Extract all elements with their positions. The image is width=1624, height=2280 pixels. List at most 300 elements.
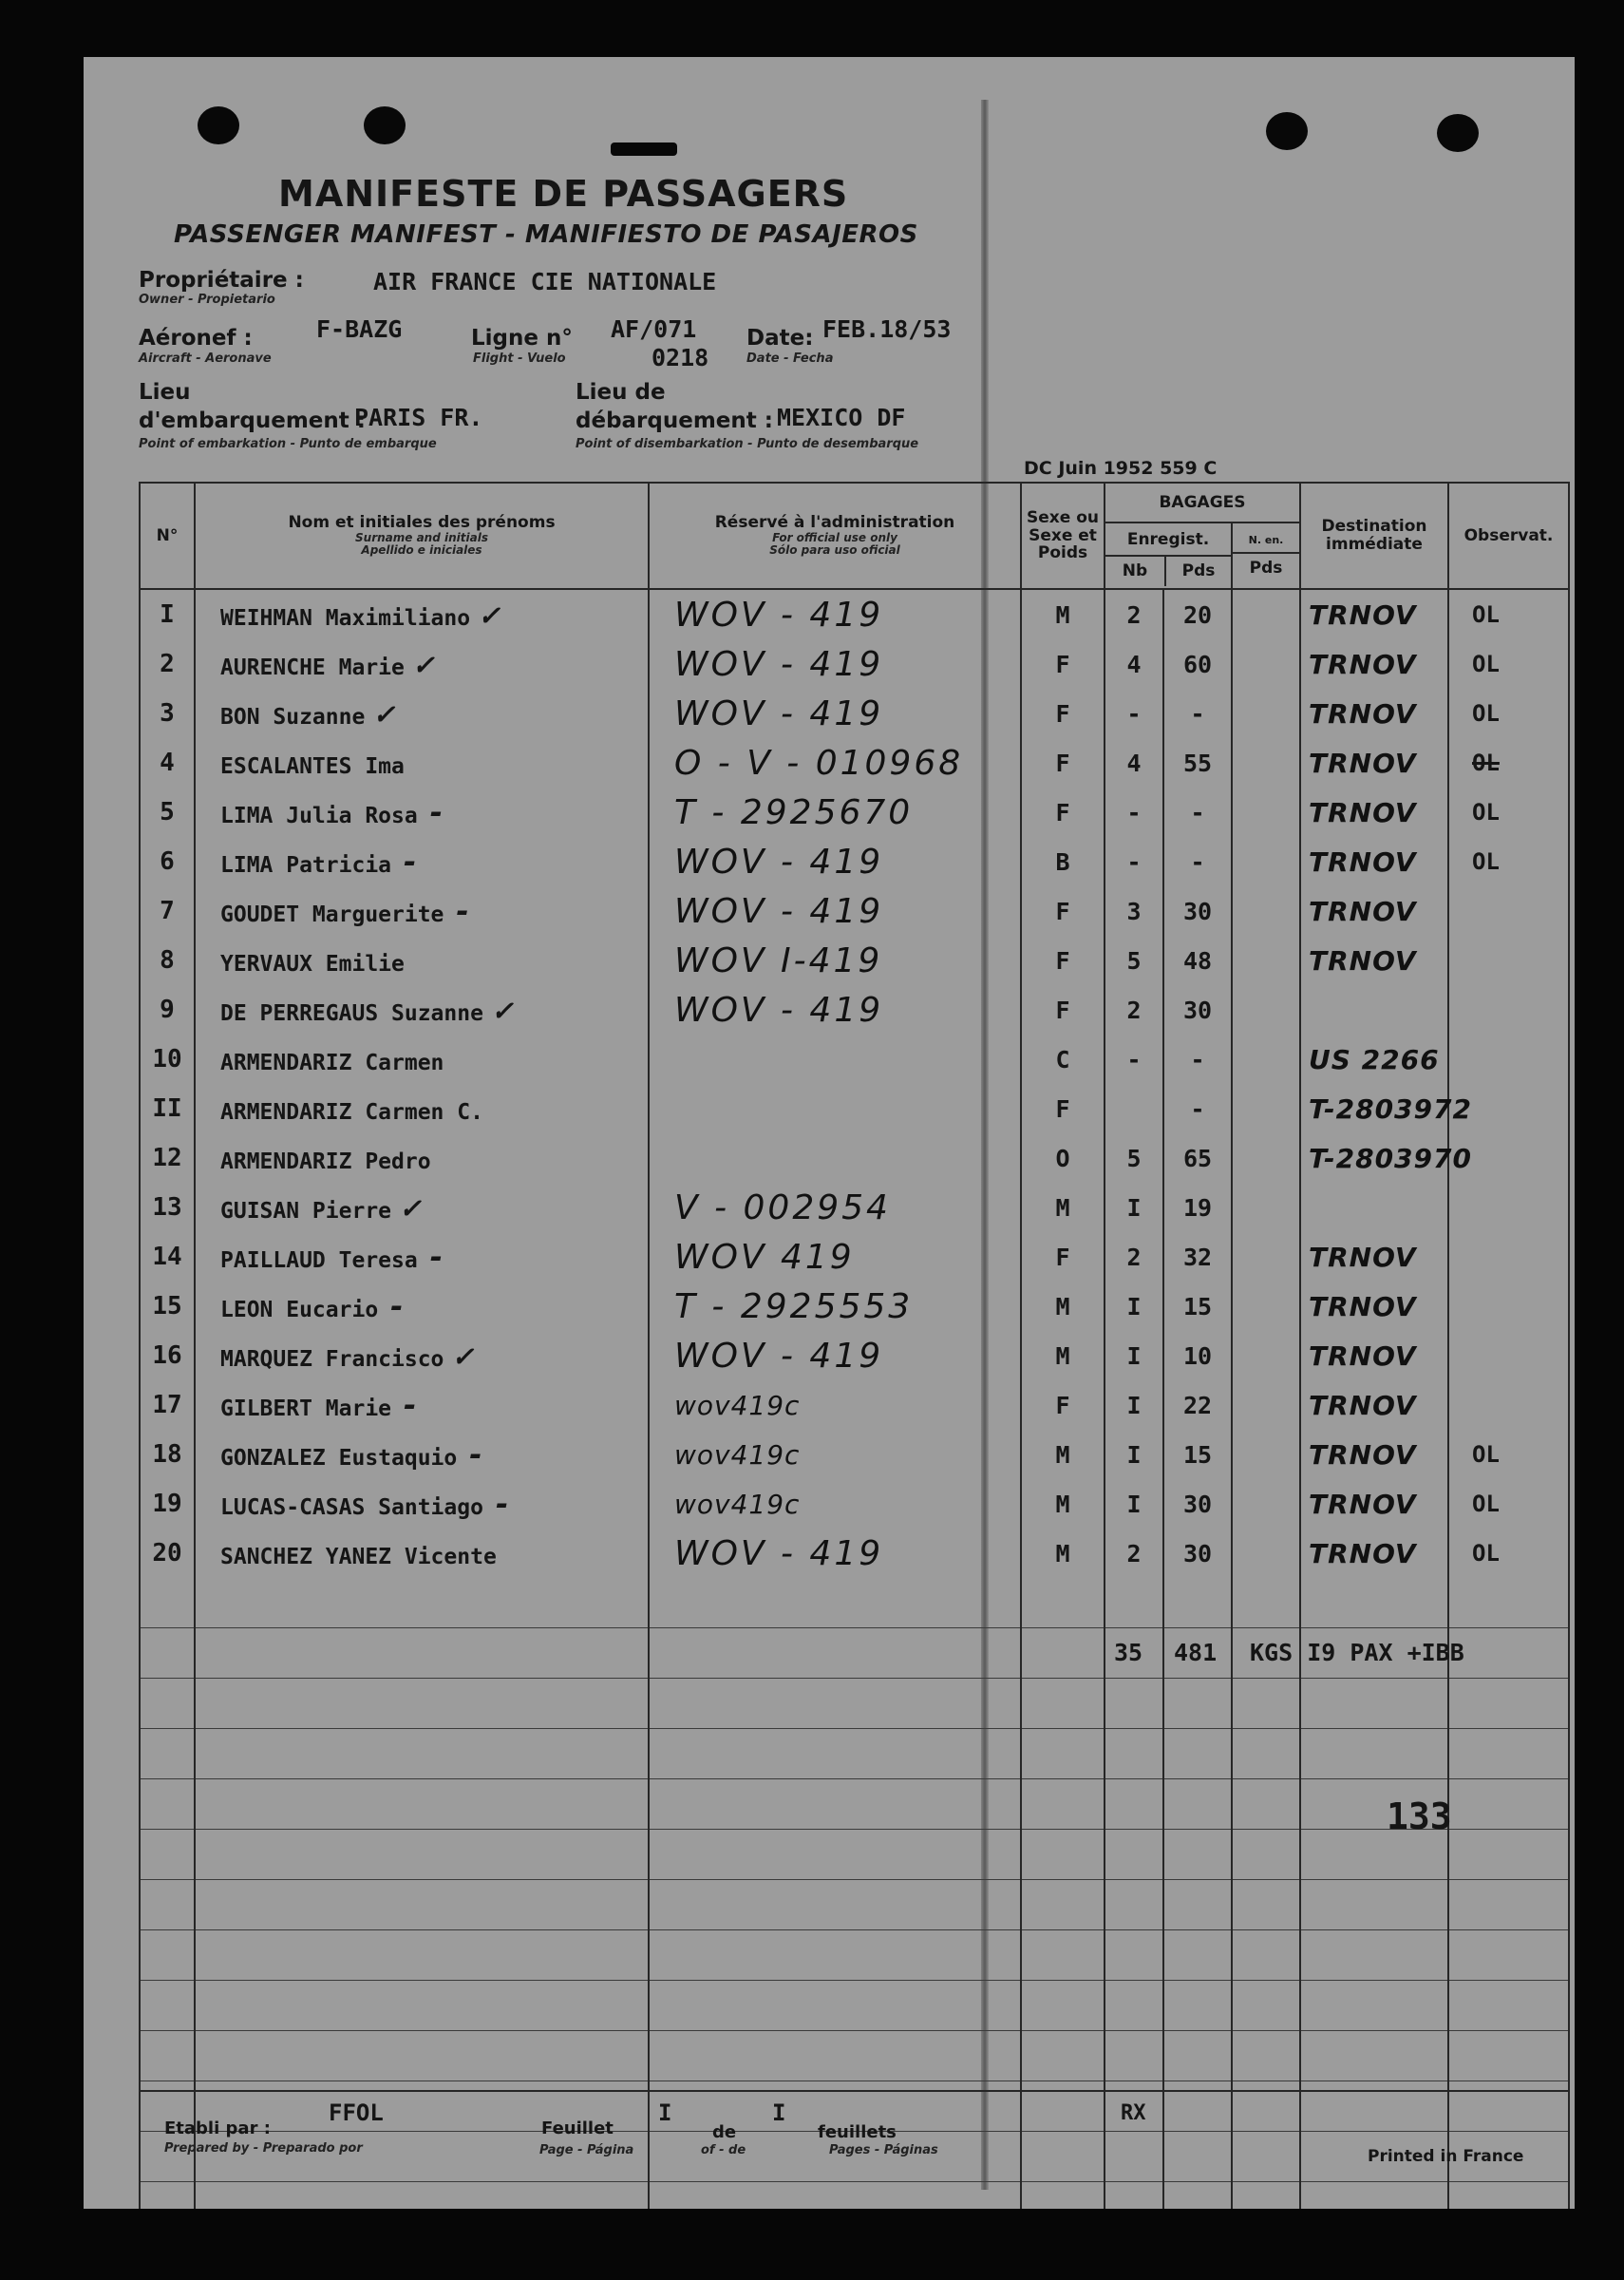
destination-text: T-2803970: [1309, 1142, 1472, 1174]
empty-cell: [140, 1628, 195, 1679]
baggage-weight: 19: [1163, 1183, 1232, 1232]
baggage-weight: 20: [1163, 589, 1232, 639]
empty-cell: [140, 1729, 195, 1779]
destination-text: TRNOV: [1309, 796, 1417, 828]
baggage-count: 3: [1105, 886, 1163, 936]
destination: [1300, 788, 1448, 837]
date-label: Date:: [746, 326, 814, 351]
page-title: MANIFESTE DE PASSAGERS: [278, 173, 849, 215]
baggage-count: -: [1105, 689, 1163, 738]
table-row: [140, 639, 1569, 689]
manifest-sheet: [84, 57, 1575, 2209]
page-number: 133: [1387, 1796, 1452, 1837]
admin-code-text: O - V - 010968: [674, 743, 964, 783]
baggage-weight: 55: [1163, 738, 1232, 788]
empty-cell: [649, 1880, 1021, 1930]
empty-cell: [649, 1779, 1021, 1830]
unregistered-weight: [1232, 886, 1300, 936]
flight-label: Ligne n°: [471, 326, 573, 351]
baggage-weight: 48: [1163, 936, 1232, 985]
empty-cell: [649, 1830, 1021, 1880]
sheet-sub-2: of - de: [701, 2143, 746, 2157]
sheet-sub-1: Page - Página: [539, 2143, 634, 2157]
admin-code-text: wov419c: [674, 1488, 801, 1520]
row-number: 12: [140, 1133, 195, 1183]
unregistered-weight: [1232, 1035, 1300, 1084]
admin-code: [649, 985, 1021, 1035]
passenger-name-text: ESCALANTES Ima: [220, 754, 405, 779]
empty-row: [140, 1981, 1569, 2031]
passenger-name: [195, 1035, 649, 1084]
passenger-name-text: LIMA Julia Rosa: [220, 804, 418, 828]
destination: [1300, 1133, 1472, 1183]
destination-text: TRNOV: [1309, 1340, 1417, 1372]
baggage-count: 2: [1105, 1232, 1163, 1282]
passenger-name-text: WEIHMAN Maximiliano: [220, 606, 471, 631]
empty-cell: [140, 1578, 195, 1628]
baggage-count: 5: [1105, 1133, 1163, 1183]
passenger-name: [195, 886, 649, 936]
baggage-weight: 10: [1163, 1331, 1232, 1380]
col-admin: [649, 483, 1021, 589]
empty-cell: [140, 2031, 195, 2081]
check-mark: -: [453, 893, 472, 929]
aircraft-value: F-BAZG: [316, 315, 403, 343]
table-row: [140, 886, 1569, 936]
unregistered-weight: [1232, 1183, 1300, 1232]
row-number: 19: [140, 1479, 195, 1529]
owner-sub: Owner - Propietario: [139, 293, 275, 307]
prepared-label: Etabli par :: [164, 2118, 271, 2138]
row-number: 9: [140, 985, 195, 1035]
empty-cell: [1300, 2031, 1448, 2081]
admin-code-text: wov419c: [674, 1389, 801, 1421]
check-mark: ✓: [453, 1338, 472, 1374]
admin-code: [649, 1084, 1021, 1133]
prepared-value: FFOL: [329, 2100, 384, 2126]
destination-text: TRNOV: [1309, 1389, 1417, 1421]
unregistered-weight: [1232, 589, 1300, 639]
admin-code: [649, 1331, 1021, 1380]
admin-code-text: WOV - 419: [674, 595, 884, 635]
row-number: 20: [140, 1529, 195, 1578]
passenger-sex: M: [1021, 589, 1105, 639]
row-number: 5: [140, 788, 195, 837]
empty-cell: [1021, 1628, 1105, 1679]
passenger-name-text: MARQUEZ Francisco: [220, 1347, 444, 1372]
empty-cell: [1021, 1930, 1105, 1981]
empty-cell: [195, 1880, 649, 1930]
date-value: FEB.18/53: [822, 315, 952, 343]
passenger-name: [195, 1430, 649, 1479]
row-number: 17: [140, 1380, 195, 1430]
empty-cell: [195, 2031, 649, 2081]
check-mark: -: [466, 1436, 485, 1472]
observation: OL: [1448, 738, 1569, 788]
table-row: [140, 589, 1569, 639]
admin-code-text: WOV - 419: [674, 990, 884, 1030]
empty-cell: [1163, 1930, 1232, 1981]
col-nb: Nb: [1105, 557, 1166, 586]
punch-hole: [364, 106, 406, 144]
empty-cell: [649, 1981, 1021, 2031]
unregistered-weight: [1232, 1084, 1300, 1133]
table-row: [140, 1084, 1569, 1133]
baggage-count: 2: [1105, 985, 1163, 1035]
passenger-name: [195, 1183, 649, 1232]
passenger-sex: F: [1021, 788, 1105, 837]
observation: [1448, 985, 1569, 1035]
observation: [1448, 1232, 1569, 1282]
embark-label-2: d'embarquement :: [139, 408, 366, 433]
passenger-sex: F: [1021, 689, 1105, 738]
row-number: II: [140, 1084, 195, 1133]
destination-text: TRNOV: [1309, 846, 1417, 878]
empty-cell: [1232, 1930, 1300, 1981]
baggage-count: 2: [1105, 1529, 1163, 1578]
empty-cell: [140, 1830, 195, 1880]
empty-cell: [1105, 1981, 1163, 2031]
admin-code: [649, 1232, 1021, 1282]
empty-cell: [1021, 1679, 1105, 1729]
unregistered-weight: [1232, 1380, 1300, 1430]
table-row: [140, 689, 1569, 738]
row-number: I: [140, 589, 195, 639]
empty-cell: [1300, 1981, 1448, 2031]
empty-cell: [1105, 1578, 1163, 1628]
empty-cell: [1448, 2031, 1569, 2081]
unregistered-weight: [1232, 1529, 1300, 1578]
empty-cell: [1105, 2031, 1163, 2081]
embark-label-1: Lieu: [139, 380, 191, 405]
empty-cell: [1448, 1578, 1569, 1628]
admin-code-text: WOV - 419: [674, 842, 884, 882]
empty-cell: [1232, 1679, 1300, 1729]
passenger-name: [195, 639, 649, 689]
row-number: 14: [140, 1232, 195, 1282]
empty-cell: [140, 1880, 195, 1930]
row-number: 10: [140, 1035, 195, 1084]
baggage-count: -: [1105, 837, 1163, 886]
passenger-name-text: YERVAUX Emilie: [220, 952, 405, 977]
table-row: [140, 985, 1569, 1035]
empty-cell: [1021, 1830, 1105, 1880]
passenger-name-text: GUISAN Pierre: [220, 1199, 392, 1224]
baggage-count: -: [1105, 788, 1163, 837]
passenger-name-text: ARMENDARIZ Pedro: [220, 1150, 431, 1174]
unregistered-weight: [1232, 1282, 1300, 1331]
admin-code: [649, 1133, 1021, 1183]
admin-code-text: V - 002954: [674, 1188, 891, 1227]
punch-hole: [1437, 114, 1479, 152]
passenger-name-text: GONZALEZ Eustaquio: [220, 1446, 458, 1471]
admin-code-text: T - 2925553: [674, 1286, 914, 1326]
disembark-label-2: débarquement :: [576, 408, 773, 433]
observation: OL: [1448, 589, 1569, 639]
empty-cell: [1163, 1779, 1232, 1830]
baggage-weight: -: [1163, 1084, 1232, 1133]
observation: OL: [1448, 689, 1569, 738]
empty-cell: [1448, 1729, 1569, 1779]
admin-code-text: WOV 419: [674, 1237, 855, 1277]
table-row: [140, 1479, 1569, 1529]
empty-cell: [1300, 1729, 1448, 1779]
passenger-name-text: LUCAS-CASAS Santiago: [220, 1495, 483, 1520]
admin-code: [649, 886, 1021, 936]
empty-cell: [1105, 1930, 1163, 1981]
passenger-sex: M: [1021, 1479, 1105, 1529]
check-mark: -: [401, 844, 420, 880]
passenger-name: [195, 788, 649, 837]
passenger-sex: M: [1021, 1331, 1105, 1380]
table-row: [140, 1035, 1569, 1084]
empty-cell: [649, 1729, 1021, 1779]
observation: OL: [1448, 788, 1569, 837]
destination: [1300, 1430, 1448, 1479]
passenger-sex: C: [1021, 1035, 1105, 1084]
destination: [1300, 1183, 1448, 1232]
baggage-count: 4: [1105, 738, 1163, 788]
passenger-sex: M: [1021, 1183, 1105, 1232]
empty-cell: [1105, 2182, 1163, 2210]
passenger-name-text: SANCHEZ YANEZ Vicente: [220, 1545, 497, 1569]
baggage-weight: 15: [1163, 1282, 1232, 1331]
row-number: 15: [140, 1282, 195, 1331]
baggage-count: I: [1105, 1430, 1163, 1479]
destination-text: TRNOV: [1309, 1241, 1417, 1273]
row-number: 16: [140, 1331, 195, 1380]
destination: [1300, 1282, 1448, 1331]
baggage-weight: 15: [1163, 1430, 1232, 1479]
observation: OL: [1448, 1430, 1569, 1479]
passenger-table: [139, 482, 1570, 2209]
empty-cell: [649, 2031, 1021, 2081]
check-mark: ✓: [492, 992, 512, 1028]
table-row: [140, 837, 1569, 886]
destination-text: US 2266: [1309, 1043, 1440, 1075]
destination: [1300, 1232, 1448, 1282]
empty-cell: [1232, 2031, 1300, 2081]
empty-cell: [195, 1830, 649, 1880]
baggage-weight: 65: [1163, 1133, 1232, 1183]
observation: OL: [1448, 1529, 1569, 1578]
empty-cell: [140, 1779, 195, 1830]
admin-code: [649, 788, 1021, 837]
passenger-name-text: BON Suzanne: [220, 705, 366, 730]
empty-cell: [1300, 1578, 1448, 1628]
empty-cell: [1300, 1930, 1448, 1981]
empty-cell: [1448, 1981, 1569, 2031]
passenger-name-text: ARMENDARIZ Carmen: [220, 1051, 444, 1075]
empty-cell: [1105, 1830, 1163, 1880]
baggage-count: I: [1105, 1380, 1163, 1430]
admin-code: [649, 1430, 1021, 1479]
empty-row: [140, 1779, 1569, 1830]
empty-cell: [195, 2182, 649, 2210]
empty-cell: [1448, 1830, 1569, 1880]
row-number: 4: [140, 738, 195, 788]
col-name: [195, 483, 649, 589]
sheet-label: Feuillet: [541, 2118, 614, 2138]
col-pds: Pds: [1181, 561, 1216, 580]
admin-code-text: WOV - 419: [674, 1533, 884, 1573]
admin-code: [649, 639, 1021, 689]
table-row: [140, 1232, 1569, 1282]
empty-cell: [1448, 1679, 1569, 1729]
empty-row: [140, 1830, 1569, 1880]
destination-text: TRNOV: [1309, 944, 1417, 977]
empty-cell: [1021, 1729, 1105, 1779]
destination: [1300, 589, 1448, 639]
unregistered-weight: [1232, 689, 1300, 738]
empty-cell: [649, 1679, 1021, 1729]
punch-hole: [611, 142, 677, 156]
destination-text: TRNOV: [1309, 598, 1417, 631]
col-obs: Observat.: [1448, 483, 1569, 589]
passenger-name-text: ARMENDARIZ Carmen C.: [220, 1100, 483, 1125]
destination-text: TRNOV: [1309, 895, 1417, 927]
col-name-es: Apellido e iniciales: [361, 543, 482, 558]
check-mark: -: [401, 1387, 420, 1423]
prepared-sub: Prepared by - Preparado por: [164, 2141, 363, 2156]
form-code: DC Juin 1952 559 C: [1024, 458, 1218, 479]
embark-sub: Point of embarkation - Punto de embarque: [139, 437, 437, 451]
admin-code-text: WOV - 419: [674, 891, 884, 931]
table-row: [140, 1282, 1569, 1331]
destination: [1300, 1084, 1472, 1133]
flight-number: 0218: [651, 344, 709, 371]
admin-code: [649, 1479, 1021, 1529]
passenger-sex: F: [1021, 1084, 1105, 1133]
col-enregist: [1105, 522, 1232, 589]
observation: [1448, 936, 1569, 985]
destination: [1300, 1529, 1448, 1578]
destination-text: TRNOV: [1309, 747, 1417, 779]
row-number: 2: [140, 639, 195, 689]
date-sub: Date - Fecha: [746, 352, 834, 366]
baggage-count: I: [1105, 1331, 1163, 1380]
observation: [1448, 1183, 1569, 1232]
passenger-name-text: PAILLAUD Teresa: [220, 1248, 418, 1273]
destination: [1300, 1331, 1448, 1380]
destination-text: T-2803972: [1309, 1092, 1472, 1125]
empty-row: [140, 1679, 1569, 1729]
passenger-sex: M: [1021, 1430, 1105, 1479]
admin-code: [649, 1529, 1021, 1578]
empty-cell: [1300, 2182, 1448, 2210]
observation: OL: [1448, 639, 1569, 689]
col-admin-es: Sólo para uso oficial: [769, 543, 900, 558]
empty-row: [140, 1578, 1569, 1628]
admin-code: [649, 1380, 1021, 1430]
destination-text: TRNOV: [1309, 697, 1417, 730]
unregistered-weight: [1232, 1430, 1300, 1479]
check-mark: -: [426, 1239, 445, 1275]
destination-text: TRNOV: [1309, 1488, 1417, 1520]
empty-cell: [1232, 1830, 1300, 1880]
baggage-count: I: [1105, 1479, 1163, 1529]
empty-cell: [1105, 1729, 1163, 1779]
destination: [1300, 639, 1448, 689]
empty-cell: [195, 1930, 649, 1981]
admin-code: [649, 689, 1021, 738]
destination-text: TRNOV: [1309, 1290, 1417, 1322]
destination: [1300, 689, 1448, 738]
empty-cell: [1448, 1880, 1569, 1930]
baggage-count: [1105, 1084, 1163, 1133]
empty-cell: [649, 2182, 1021, 2210]
empty-cell: [1232, 1981, 1300, 2031]
admin-code-text: WOV - 419: [674, 644, 884, 684]
page-subtitle: PASSENGER MANIFEST - MANIFIESTO DE PASAJEROS: [174, 220, 918, 249]
empty-cell: [140, 2182, 195, 2210]
passenger-sex: F: [1021, 1380, 1105, 1430]
passenger-name-text: LIMA Patricia: [220, 853, 392, 878]
empty-cell: [1232, 1779, 1300, 1830]
passenger-name-text: GOUDET Marguerite: [220, 902, 444, 927]
total-pds: 481: [1174, 1639, 1218, 1666]
col-admin-fr: Réservé à l'administration: [714, 513, 955, 533]
unregistered-weight: [1232, 1479, 1300, 1529]
empty-row: [140, 2031, 1569, 2081]
baggage-weight: 22: [1163, 1380, 1232, 1430]
empty-cell: [1300, 1880, 1448, 1930]
empty-cell: [1448, 1779, 1569, 1830]
flight-value: AF/071: [611, 315, 697, 343]
empty-row: [140, 2182, 1569, 2210]
col-name-fr: Nom et initiales des prénoms: [288, 513, 556, 533]
check-mark: ✓: [374, 695, 393, 732]
baggage-count: -: [1105, 1035, 1163, 1084]
destination: [1300, 1380, 1448, 1430]
row-number: 3: [140, 689, 195, 738]
passenger-sex: F: [1021, 985, 1105, 1035]
embark-value: PARIS FR.: [354, 404, 483, 431]
observation: [1448, 886, 1569, 936]
sheet-of-label: de: [712, 2122, 737, 2142]
destination-text: TRNOV: [1309, 648, 1417, 680]
table-row: [140, 1430, 1569, 1479]
col-enregist-label: Enregist.: [1105, 525, 1231, 557]
passenger-name: [195, 1133, 649, 1183]
observation: OL: [1448, 837, 1569, 886]
empty-cell: [1021, 1578, 1105, 1628]
empty-cell: [1232, 1578, 1300, 1628]
empty-cell: [1163, 1578, 1232, 1628]
check-mark: ✓: [480, 597, 499, 633]
passenger-sex: F: [1021, 886, 1105, 936]
table-row: [140, 936, 1569, 985]
empty-cell: [1021, 1981, 1105, 2031]
baggage-weight: -: [1163, 1035, 1232, 1084]
passenger-sex: O: [1021, 1133, 1105, 1183]
empty-cell: [195, 1628, 649, 1679]
empty-row: [140, 1930, 1569, 1981]
baggage-count: 2: [1105, 589, 1163, 639]
baggage-count: I: [1105, 1282, 1163, 1331]
passenger-name: [195, 936, 649, 985]
destination: [1300, 936, 1448, 985]
check-mark: -: [492, 1486, 512, 1522]
admin-code-text: WOV - 419: [674, 1336, 884, 1376]
empty-cell: [649, 1578, 1021, 1628]
destination-text: TRNOV: [1309, 1438, 1417, 1471]
destination: [1300, 1479, 1448, 1529]
destination: [1300, 837, 1448, 886]
row-number: 7: [140, 886, 195, 936]
empty-cell: [1105, 1880, 1163, 1930]
admin-code: [649, 1035, 1021, 1084]
